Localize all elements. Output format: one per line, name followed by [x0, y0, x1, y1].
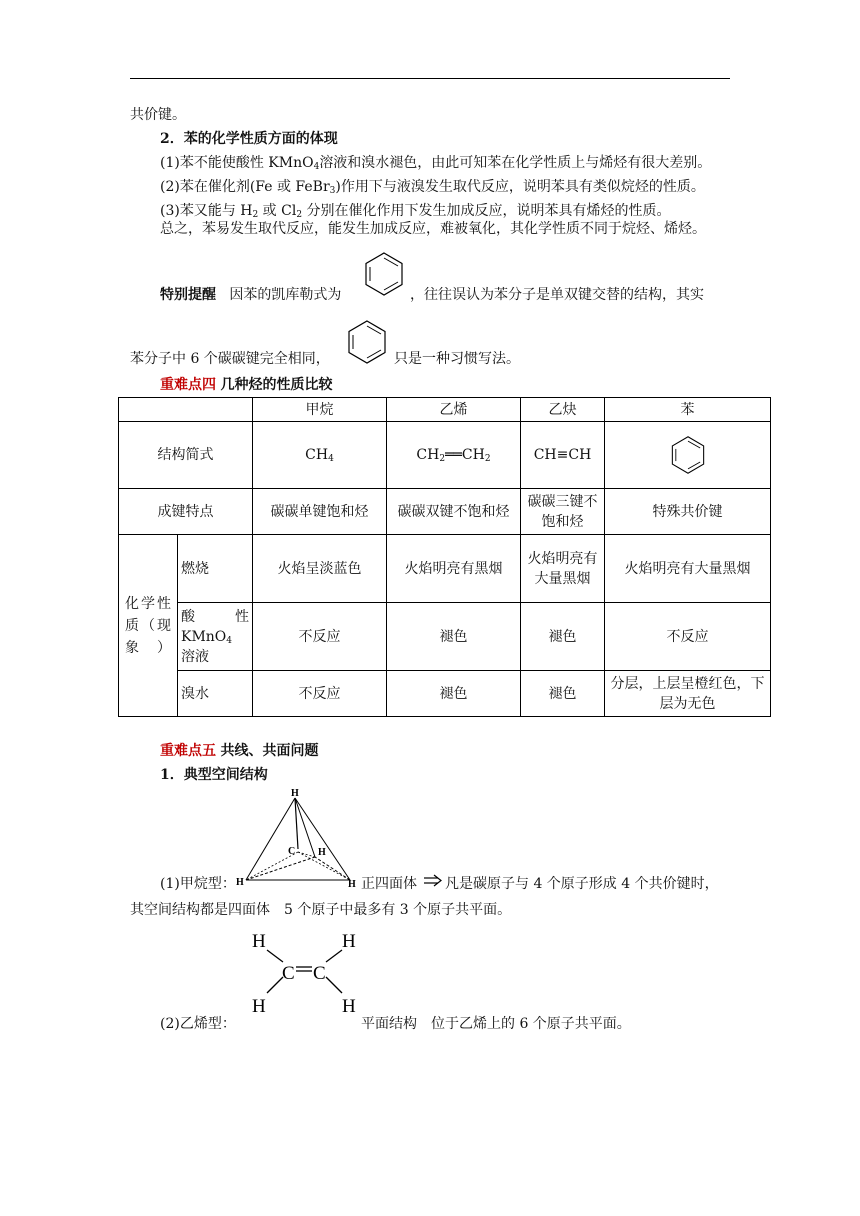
- table-header: 乙炔: [521, 398, 605, 422]
- table-cell: CH≡CH: [521, 422, 605, 489]
- table-cell: 不反应: [605, 603, 771, 671]
- table-row: [119, 489, 771, 535]
- methane-text-2: 凡是碳原子与 4 个原子形成 4 个共价键时，: [445, 876, 719, 892]
- methane-prefix: (1)甲烷型：: [160, 876, 236, 892]
- table-cell: 火焰明亮有大量黑烟: [521, 535, 605, 603]
- header-rule: [130, 78, 730, 79]
- benzene-kekule-icon: [344, 318, 390, 366]
- atom-label: H: [291, 788, 299, 799]
- summary: 总之，苯易发生取代反应，能发生加成反应，难被氧化，其化学性质不同于烷烃、烯烃。: [160, 221, 706, 237]
- table-cell: 火焰明亮有大量黑烟: [605, 535, 771, 603]
- atom-label: H: [252, 996, 266, 1017]
- atom-label: H: [342, 996, 356, 1017]
- table-cell: 成键特点: [119, 489, 253, 535]
- atom-label: H: [252, 931, 266, 952]
- table-cell: 碳碳双键不饱和烃: [387, 489, 521, 535]
- table-cell: 火焰明亮有黑烟: [387, 535, 521, 603]
- benzene-kekule-icon: [361, 250, 407, 298]
- methane-tetrahedron-diagram: [236, 784, 364, 892]
- table-row: [119, 671, 771, 717]
- table-cell: 特殊共价键: [605, 489, 771, 535]
- table-header: [119, 398, 253, 422]
- table-cell: 分层，上层呈橙红色，下层为无色: [605, 671, 771, 717]
- table-cell: 不反应: [253, 671, 387, 717]
- text-line: 共价键。: [130, 107, 186, 123]
- section-label: 重难点五: [160, 743, 216, 759]
- table-cell: 酸性 KMnO$_4$ 溶液: [178, 603, 253, 671]
- note-line-1: 特别提醒 因苯的凯库勒式为: [160, 287, 342, 303]
- table-cell: [605, 422, 771, 489]
- atom-label: C: [288, 846, 296, 857]
- table-cell: $CH_2══CH_2$: [387, 422, 521, 489]
- note-text-2: ，往往误认为苯分子是单双键交替的结构，其实: [410, 287, 704, 303]
- note-text-4: 只是一种习惯写法。: [394, 351, 520, 367]
- section-heading: 2．苯的化学性质方面的体现: [160, 131, 338, 147]
- paragraph-1: (1)苯不能使酸性 KMnO$_4$溶液和溴水褪色，由此可知苯在化学性质上与烯烃有很大差别。: [160, 155, 712, 172]
- table-cell: $CH_4$: [253, 422, 387, 489]
- table-cell: 碳碳单键饱和烃: [253, 489, 387, 535]
- table-row: [119, 603, 771, 671]
- methane-text-3: 其空间结构都是四面体 5 个原子中最多有 3 个原子共平面。: [130, 902, 512, 918]
- table-header: 乙烯: [387, 398, 521, 422]
- table-cell: 褪色: [521, 603, 605, 671]
- chem-property-group-label: 化学性质（现象）: [119, 535, 178, 717]
- table-cell: 褪色: [521, 671, 605, 717]
- atom-label: H: [318, 847, 326, 858]
- table-header-row: [119, 398, 771, 422]
- ethylene-structure-diagram: [246, 926, 362, 1018]
- table-header: 苯: [605, 398, 771, 422]
- table-cell: 褪色: [387, 603, 521, 671]
- table-cell: 结构简式: [119, 422, 253, 489]
- atom-label: C: [282, 963, 295, 984]
- table-cell: 燃烧: [178, 535, 253, 603]
- ethylene-text: 平面结构 位于乙烯上的 6 个原子共平面。: [361, 1016, 631, 1032]
- table-row: [119, 422, 771, 489]
- atom-label: H: [342, 931, 356, 952]
- table-cell: 火焰呈淡蓝色: [253, 535, 387, 603]
- table-cell: 褪色: [387, 671, 521, 717]
- methane-text-1: 正四面体: [361, 876, 417, 892]
- table-cell: 溴水: [178, 671, 253, 717]
- hydrocarbon-comparison-table: [118, 397, 771, 717]
- subheading: 1．典型空间结构: [160, 767, 268, 783]
- section-5-heading: 重难点五 共线、共面问题: [160, 743, 319, 759]
- paragraph-2: (2)苯在催化剂(Fe 或 FeBr$_3$)作用下与液溴发生取代反应，说明苯具有类似烷烃的性质。: [160, 179, 705, 196]
- table-header: 甲烷: [253, 398, 387, 422]
- note-label: 特别提醒: [160, 287, 216, 303]
- paragraph-3: (3)苯又能与 $H_2$ 或 $Cl_2$ 分别在催化作用下发生加成反应，说明苯具有烯烃的性质。: [160, 203, 671, 220]
- note-text-3: 苯分子中 6 个碳碳键完全相同，: [130, 351, 330, 367]
- section-4-heading: 重难点四 几种烃的性质比较: [160, 377, 333, 393]
- benzene-kekule-icon: [668, 434, 708, 476]
- atom-label: H: [236, 877, 244, 888]
- atom-label: H: [348, 879, 356, 890]
- ethylene-prefix: (2)乙烯型：: [160, 1016, 236, 1032]
- table-cell: 不反应: [253, 603, 387, 671]
- atom-label: C: [313, 963, 326, 984]
- table-cell: 碳碳三键不饱和烃: [521, 489, 605, 535]
- double-arrow-icon: [423, 874, 443, 888]
- section-label: 重难点四: [160, 377, 216, 393]
- table-row: [119, 535, 771, 603]
